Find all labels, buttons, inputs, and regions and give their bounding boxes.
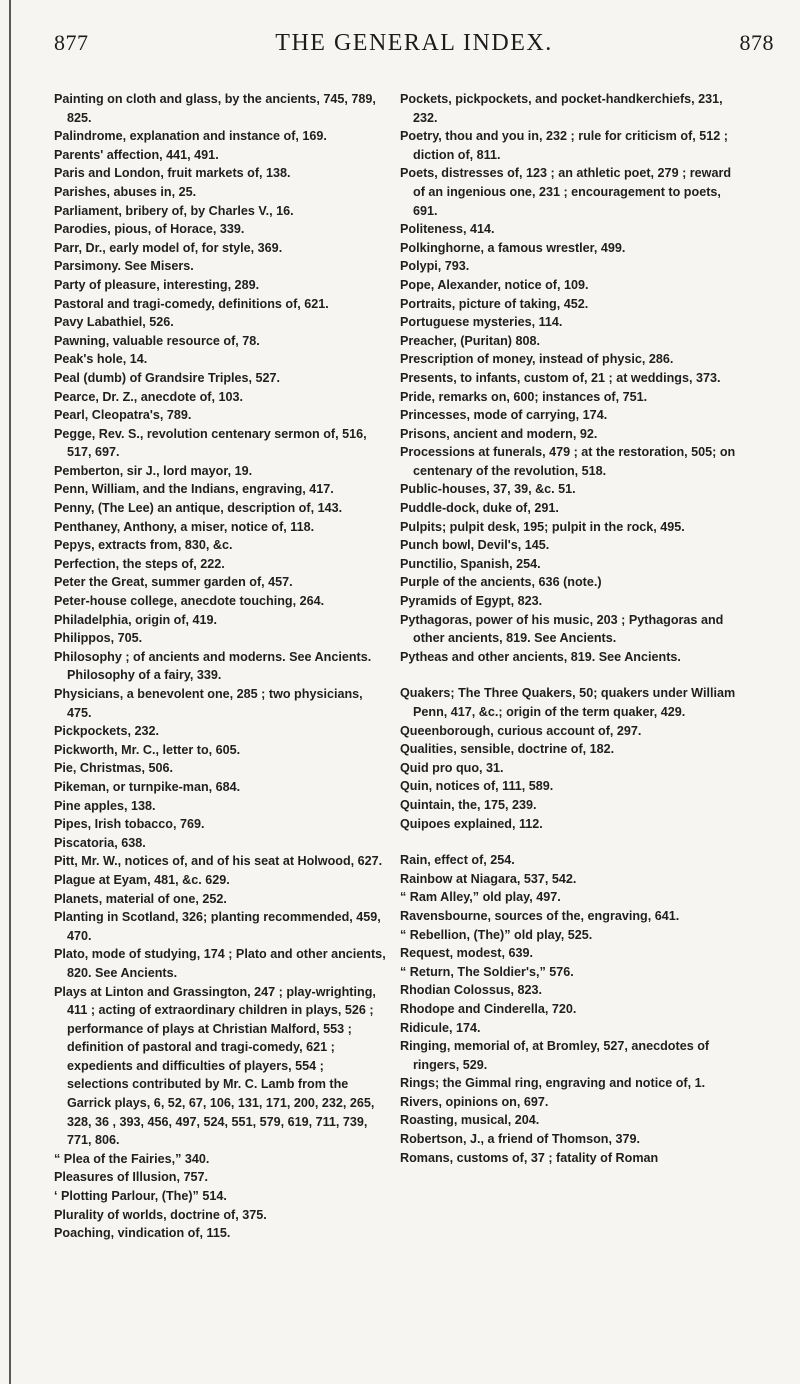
index-entry: Polypi, 793. [400,259,470,274]
index-entry: Public-houses, 37, 39, &c. 51. [400,482,576,497]
index-entry: Rainbow at Niagara, 537, 542. [400,871,577,886]
index-entry: Peter-house college, anecdote touching, 264. [54,594,325,609]
index-entry: Philippos, 705. [54,631,143,646]
left-index-column [54,90,388,1243]
index-entry: Plays at Linton and Grassington, 247 ; play-wrighting, 411 ; acting of extraordinary children in plays, 526 ; performance of plays at Christian Malford, 553 ; definition of pastoral and tragi-comedy, 621 ; expedients and difficulties of players, 554 ; selections contributed by Mr. C. Lamb from the Garrick plays, 6, 52, 67, 106, 131, 171, 200, 232, 265, 328, 36 , 393, 456, 497, 524, 551, 579, 619, 711, 739, 771, 806. [54,984,376,1148]
index-entry: Paris and London, fruit markets of, 138. [54,166,291,181]
index-entry: Pope, Alexander, notice of, 109. [400,277,589,292]
index-entry: Pockets, pickpockets, and pocket-handkerchiefs, 231, 232. [400,92,723,125]
index-entry: Roasting, musical, 204. [400,1113,540,1128]
index-entry: Planting in Scotland, 326; planting recommended, 459, 470. [54,910,381,943]
index-entry: ‘ Plotting Parlour, (The)” 514. [54,1189,227,1204]
index-entry: Politeness, 414. [400,222,495,237]
page-number-left: 877 [54,30,89,55]
index-entry: Party of pleasure, interesting, 289. [54,277,260,292]
index-entry: Painting on cloth and glass, by the ancients, 745, 789, 825. [54,92,376,125]
index-entry: Quid pro quo, 31. [400,760,504,775]
index-entry: Plague at Eyam, 481, &c. 629. [54,872,230,887]
index-entry: Penn, William, and the Indians, engraving, 417. [54,482,334,497]
index-entry: Poetry, thou and you in, 232 ; rule for criticism of, 512 ; diction of, 811. [400,129,728,162]
index-entry: Peal (dumb) of Grandsire Triples, 527. [54,370,281,385]
index-entry: Pearce, Dr. Z., anecdote of, 103. [54,389,243,404]
index-entry: Physicians, a benevolent one, 285 ; two physicians, 475. [54,687,363,720]
index-entry: “ Ram Alley,” old play, 497. [400,890,561,905]
index-entry: “ Return, The Soldier's,” 576. [400,964,574,979]
index-entry: Pepys, extracts from, 830, &c. [54,538,233,553]
index-entry: Rhodian Colossus, 823. [400,983,543,998]
right-index-column [400,90,744,1167]
index-entry: Quipoes explained, 112. [400,816,543,831]
index-entry: Ridicule, 174. [400,1020,481,1035]
index-entry: “ Rebellion, (The)” old play, 525. [400,927,593,942]
index-entry: Purple of the ancients, 636 (note.) [400,575,602,590]
index-entry: Parents' affection, 441, 491. [54,147,219,162]
index-entry: Prescription of money, instead of physic, 286. [400,352,674,367]
index-entry: Qualities, sensible, doctrine of, 182. [400,742,615,757]
index-entry: Rain, effect of, 254. [400,853,515,868]
index-entry: Preacher, (Puritan) 808. [400,333,540,348]
index-entry: Plato, mode of studying, 174 ; Plato and other ancients, 820. See Ancients. [54,947,386,980]
binding-edge-rule [9,0,11,1384]
index-entry: Plurality of worlds, doctrine of, 375. [54,1207,267,1222]
index-entry: Pythagoras, power of his music, 203 ; Pythagoras and other ancients, 819. See Ancients. [400,612,724,646]
index-entry: Pleasures of Illusion, 757. [54,1170,208,1185]
index-entry: Presents, to infants, custom of, 21 ; at weddings, 373. [400,370,721,385]
index-entry: Parsimony. See Misers. [54,259,194,274]
index-entry: Pikeman, or turnpike-man, 684. [54,779,241,794]
index-entry: Quin, notices of, 111, 589. [400,779,554,794]
index-entry: Pavy Labathiel, 526. [54,315,174,330]
index-entry: Pegge, Rev. S., revolution centenary sermon of, 516, 517, 697. [54,426,367,460]
index-entry: Philosophy ; of ancients and moderns. See Ancients. Philosophy of a fairy, 339. [54,649,372,683]
index-entry: Pitt, Mr. W., notices of, and of his seat at Holwood, 627. [54,854,383,869]
index-entry: Perfection, the steps of, 222. [54,556,225,571]
index-entry: Prisons, ancient and modern, 92. [400,426,598,441]
index-entry: Parodies, pious, of Horace, 339. [54,222,245,237]
index-entry: Pickpockets, 232. [54,724,160,739]
index-entry: Penny, (The Lee) an antique, description of, 143. [54,501,343,516]
page-number-right: 878 [739,30,774,55]
index-entry: Quintain, the, 175, 239. [400,797,537,812]
index-entry: Planets, material of one, 252. [54,891,227,906]
index-entry: Philadelphia, origin of, 419. [54,612,218,627]
index-entry: Poets, distresses of, 123 ; an athletic poet, 279 ; reward of an ingenious one, 231 ; encouragement to poets, 691. [400,166,732,218]
index-entry: Parishes, abuses in, 25. [54,184,197,199]
index-entry: Polkinghorne, a famous wrestler, 499. [400,240,626,255]
index-entry: Rings; the Gimmal ring, engraving and notice of, 1. [400,1076,706,1091]
index-entry: Pearl, Cleopatra's, 789. [54,408,192,423]
index-entry: Punctilio, Spanish, 254. [400,556,541,571]
index-entry: Ravensbourne, sources of the, engraving, 641. [400,908,680,923]
index-entry: Princesses, mode of carrying, 174. [400,408,608,423]
index-entry: Rivers, opinions on, 697. [400,1094,549,1109]
index-entry: Penthaney, Anthony, a miser, notice of, 118. [54,519,315,534]
index-entry: Pulpits; pulpit desk, 195; pulpit in the rock, 495. [400,519,685,534]
index-entry: Ringing, memorial of, at Bromley, 527, anecdotes of ringers, 529. [400,1039,710,1072]
index-entry: Portuguese mysteries, 114. [400,315,563,330]
index-entry: Pipes, Irish tobacco, 769. [54,817,205,832]
index-entry: Queenborough, curious account of, 297. [400,723,642,738]
index-entry: Parliament, bribery of, by Charles V., 16. [54,203,294,218]
index-entry: Quakers; The Three Quakers, 50; quakers under William Penn, 417, &c.; origin of the term quaker, 429. [400,686,736,719]
index-entry: Pastoral and tragi-comedy, definitions of, 621. [54,296,329,311]
index-entry: Palindrome, explanation and instance of, 169. [54,129,327,144]
index-entry: Pemberton, sir J., lord mayor, 19. [54,463,253,478]
index-entry: Poaching, vindication of, 115. [54,1226,231,1241]
index-entry: Pytheas and other ancients, 819. See Ancients. [400,649,681,664]
index-entry: Request, modest, 639. [400,946,533,961]
index-entry: Punch bowl, Devil's, 145. [400,538,550,553]
index-entry: Robertson, J., a friend of Thomson, 379. [400,1132,641,1147]
index-entry: Peter the Great, summer garden of, 457. [54,575,293,590]
index-entry: Portraits, picture of taking, 452. [400,296,589,311]
index-entry: Parr, Dr., early model of, for style, 369. [54,240,283,255]
index-entry: Pie, Christmas, 506. [54,761,174,776]
index-entry: Pyramids of Egypt, 823. [400,594,543,609]
index-entry: Romans, customs of, 37 ; fatality of Roman [400,1150,659,1165]
index-entry: Pawning, valuable resource of, 78. [54,333,260,348]
index-entry: Pride, remarks on, 600; instances of, 751. [400,389,648,404]
index-entry: Pickworth, Mr. C., letter to, 605. [54,742,241,757]
index-entry: Pine apples, 138. [54,798,156,813]
index-entry: Rhodope and Cinderella, 720. [400,1001,577,1016]
index-entry: Puddle-dock, duke of, 291. [400,501,559,516]
page-title: THE GENERAL INDEX. [275,30,553,56]
index-entry: Processions at funerals, 479 ; at the restoration, 505; on centenary of the revolution, 518. [400,445,736,478]
index-entry: “ Plea of the Fairies,” 340. [54,1151,210,1166]
running-header [54,30,774,64]
index-entry: Piscatoria, 638. [54,835,146,850]
index-entry: Peak's hole, 14. [54,352,148,367]
